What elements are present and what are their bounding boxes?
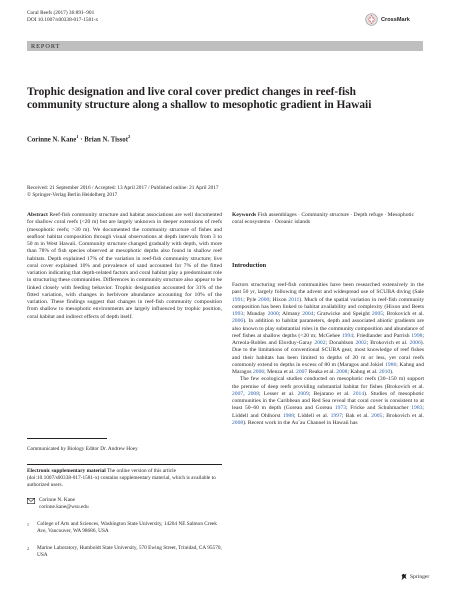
corresponding-author xyxy=(27,497,89,511)
crossmark-badge[interactable] xyxy=(365,13,410,26)
author-affiliation-marker: 2 xyxy=(127,134,131,139)
citation-link[interactable]: 2009 xyxy=(297,390,309,397)
communicated-by: Communicated by Biology Editor Dr. Andrew Hoey xyxy=(27,446,138,452)
copyright: © Springer-Verlag Berlin Heidelberg 2017 xyxy=(27,192,118,198)
text-run: ; Bak et al. xyxy=(341,412,372,419)
crossmark-label: CrossMark xyxy=(381,16,410,23)
citation-link[interactable]: 2000 xyxy=(267,311,279,317)
text-run: ; Munday xyxy=(243,311,268,317)
introduction-body xyxy=(232,282,424,427)
text-run: ; Hixon xyxy=(269,296,289,303)
keywords xyxy=(232,212,424,227)
text-run: Factors structuring reef-fish communities have been researched extensively in the past 50 yr, largely following the advent and widespread use of SCUBA diving (Sale xyxy=(232,282,424,296)
paragraph xyxy=(232,282,424,376)
corresponding-email[interactable]: corinne.kane@wsu.edu xyxy=(39,504,89,510)
citation-link[interactable]: 2008 xyxy=(336,369,348,375)
author-name[interactable]: Brian N. Tissot xyxy=(84,136,128,144)
author-list xyxy=(27,134,130,143)
section-label: REPORT xyxy=(31,42,61,50)
affiliation-number: 1 xyxy=(27,522,29,527)
footnote-divider xyxy=(27,464,222,465)
text-run: ). Much of the spatial variation in reef-fish community composition has been linked to habitat availability and complexity (Hixon and Beets xyxy=(232,296,424,310)
citation-link[interactable]: 1994 xyxy=(341,332,354,339)
publisher-logo xyxy=(400,573,429,581)
author-name[interactable]: Corinne N. Kane xyxy=(27,136,77,144)
abstract xyxy=(27,212,222,321)
citation-link[interactable]: 2006 xyxy=(252,369,265,375)
citation-link[interactable]: 2010 xyxy=(378,369,391,375)
journal-info xyxy=(27,10,98,24)
citation-link[interactable]: 2007 xyxy=(232,390,244,397)
abstract-heading: Abstract xyxy=(27,212,48,218)
text-run: ; Pyle xyxy=(243,296,259,303)
text-run: ). Recent work in the Au`au Channel in Hawaii has xyxy=(243,419,358,426)
affiliation-1 xyxy=(27,521,222,535)
text-run: ; Liddell and Ohlhorst xyxy=(232,405,424,419)
text-run: ). Due to the limitations of conventional SCUBA gear, most knowledge of reef fishes and their habitats has been limited to depths of 20 m or less, yet coral reefs commonly extend to depths in excess of 80 m (Maragos and Jokiel xyxy=(232,340,424,368)
citation-link[interactable]: 2014 xyxy=(352,390,365,397)
text-run: ; Gratwicke and Speight xyxy=(313,311,372,317)
esm-text: The online version of this article (doi:10.1007/s00338-017-1581-x) contains supplementary material, which is available to authorized users. xyxy=(27,468,216,488)
publication-dates xyxy=(27,185,219,199)
corresponding-name: Corinne N. Kane xyxy=(39,497,76,503)
citation-link[interactable]: 1991 xyxy=(232,296,244,303)
keywords-text: Fish assemblages · Community structure · Depth refuge · Mesophotic coral ecosystems · Oceanic islands xyxy=(232,212,415,226)
affiliation-number: 2 xyxy=(27,546,29,551)
text-run: ; Liddell et al. xyxy=(294,412,331,419)
citation-link[interactable]: 2007 xyxy=(296,369,308,375)
text-run: The few ecological studies conducted on mesophotic reefs (30–150 m) support the premise of deep reefs providing substantial habitat for fishes (Brokovich et al. xyxy=(232,376,424,390)
citation-link[interactable]: 2008 xyxy=(247,390,260,397)
citation-link[interactable]: 2004 xyxy=(302,311,314,317)
citation-link[interactable]: 2006 xyxy=(232,318,244,325)
text-run: ; Brokovich et al. xyxy=(366,340,410,346)
text-run: ). Studies of mesophotic communities in the Caribbean and Red Sea reveal that coral cover is consistent to at least 50–60 m depth (Goreau and Goreau xyxy=(232,390,424,412)
text-run: ). xyxy=(390,369,394,375)
citation-link[interactable]: 1973 xyxy=(334,405,347,412)
supplementary-note xyxy=(27,468,222,489)
esm-heading: Electronic supplementary material xyxy=(27,468,106,474)
citation-link[interactable]: 2011 xyxy=(288,296,300,303)
author-separator: · xyxy=(78,136,85,144)
text-run: ). In addition to habitat parameters, depth and associated abiotic gradients are also known to play substantial roles in the community composition and abundance of reef fishes at shallow depths (<20 m; McGehee xyxy=(232,318,424,339)
springer-horse-icon xyxy=(400,573,408,581)
envelope-icon xyxy=(27,498,35,504)
text-run: ; Kahng and Maragos xyxy=(232,361,424,375)
text-run: ; Fricke and Schuhmacher xyxy=(346,405,412,412)
citation-link[interactable]: 2002 xyxy=(314,340,326,346)
section-bar xyxy=(27,41,423,51)
citation-link[interactable]: 2005 xyxy=(371,412,383,419)
citation-link[interactable]: 1998 xyxy=(411,332,423,339)
text-run: , xyxy=(243,390,248,397)
citation-link[interactable]: 2002 xyxy=(355,340,367,346)
citation-link[interactable]: 2000 xyxy=(258,296,270,303)
citation-link[interactable]: 2005 xyxy=(371,311,384,317)
text-run: ; Friedlander and Parrish xyxy=(353,332,412,339)
author-affiliation-marker: 1 xyxy=(76,134,79,139)
text-run: ; Arreola-Robles and Elorduy-Garay xyxy=(232,332,424,346)
introduction-heading: Introduction xyxy=(232,262,267,269)
text-run: ; Donaldson xyxy=(325,340,356,346)
history-dates: Received: 21 September 2016 / Accepted: 13 April 2017 / Published online: 21 April 2017 xyxy=(27,185,219,191)
text-run: ; Menza et al. xyxy=(264,369,297,375)
text-run: ; Kahng et al. xyxy=(347,369,379,375)
citation-link[interactable]: 1997 xyxy=(330,412,342,419)
citation-link[interactable]: 1993 xyxy=(232,311,244,317)
abstract-text: Reef-fish community structure and habitat associations are well documented for shallow coral reefs (<20 m) but are largely unknown in deeper extensions of reefs (mesophotic reefs; >30 m). We documented the community structure of fishes and seafloor habitat composition through visual observations at depth intervals from 3 to 50 m in West Hawaii. Community structure changed gradually with depth, with more than 78% of fish species observed at mesophotic depths also found in shallow reef habitats. Depth explained 17% of the variation in reef-fish community structure; live coral cover explained 10% and prevalence of sand accounted for 7% of the fitted variation indicating that depth-related factors and coral habitat play a predominant role in structuring these communities. Differences in community structure also appear to be linked closely with feeding behavior. Trophic designation accounted for 31% of the fitted variation, with changes in herbivore abundance accounting for 10% of the variation. These findings suggest that changes in reef-fish community composition from shallow to mesophotic environments are largely influenced by trophic position, coral habitat and indirect effects of depth itself. xyxy=(27,212,222,320)
affiliation-2 xyxy=(27,545,222,559)
affiliation-text: Marine Laboratory, Humboldt State University, 570 Ewing Street, Trinidad, CA 95570, USA xyxy=(37,545,222,558)
citation-link[interactable]: 2008 xyxy=(232,419,244,426)
footnote-divider xyxy=(27,438,107,439)
text-run: ; Brokovich et al. xyxy=(382,412,424,419)
paragraph xyxy=(232,376,424,427)
article-title: Trophic designation and live coral cover predict changes in reef-fish community structure along a shallow to mesophotic gradient in Hawaii xyxy=(27,86,372,111)
text-run: Reaka et al. xyxy=(307,369,337,375)
crossmark-icon xyxy=(365,13,378,26)
citation-link[interactable]: 1986 xyxy=(385,361,397,368)
text-run: ; Bejarano et al. xyxy=(308,390,353,397)
keywords-heading: Keywords xyxy=(232,212,257,218)
doi[interactable]: DOI 10.1007/s00338-017-1581-x xyxy=(27,17,99,23)
journal-citation: Coral Reefs (2017) 36:891–901 xyxy=(27,10,95,16)
citation-link[interactable]: 1983 xyxy=(411,405,423,412)
citation-link[interactable]: 1988 xyxy=(282,412,295,419)
text-run: ; Almany xyxy=(278,311,303,317)
citation-link[interactable]: 2006 xyxy=(409,340,421,346)
publisher-name: Springer xyxy=(410,574,430,580)
text-run: ; Brokovich et al. xyxy=(383,311,424,317)
affiliation-text: College of Arts and Sciences, Washington State University, 14204 NE Salmon Creek Ave, Vancouver, WA 98686, USA xyxy=(37,521,217,534)
text-run: ; Lesser et al. xyxy=(259,390,298,397)
